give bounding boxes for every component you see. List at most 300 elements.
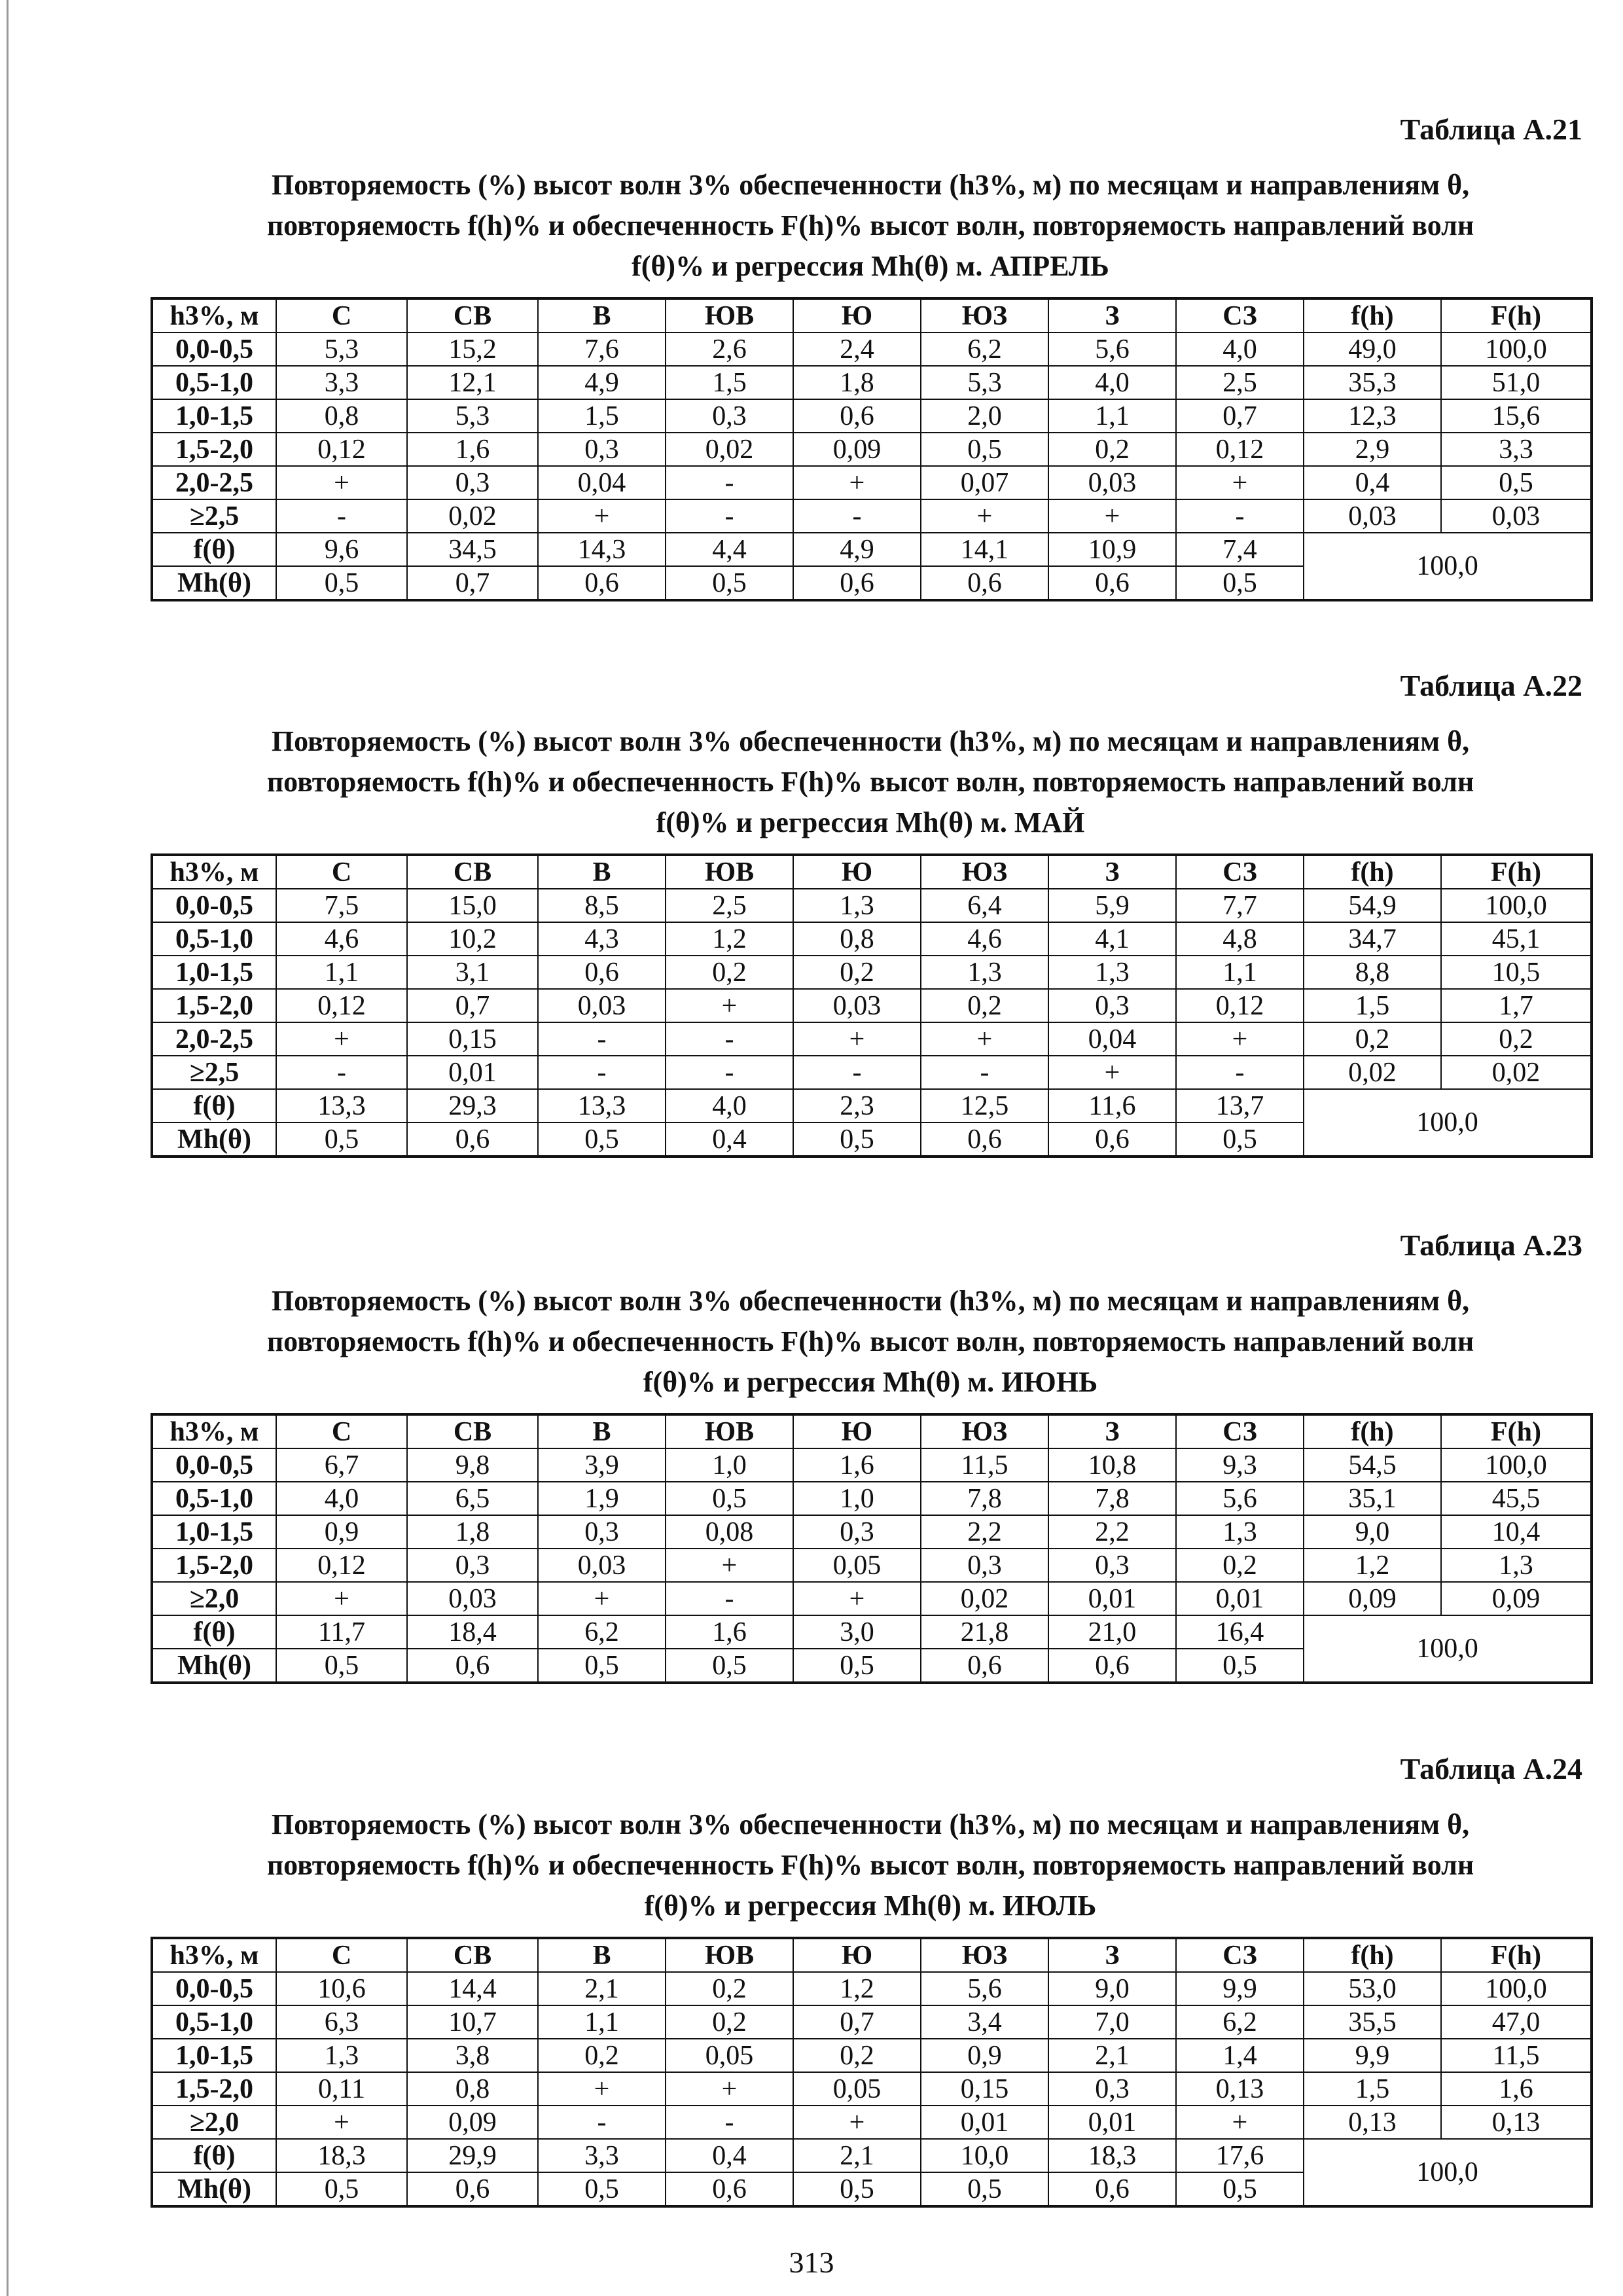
- row-label: ≥2,5: [152, 499, 276, 533]
- table-cell: 1,1: [538, 2005, 666, 2039]
- column-header: Ю: [793, 855, 921, 889]
- table-cell: 0,6: [921, 1122, 1048, 1157]
- table-cell: -: [666, 1582, 793, 1615]
- caption-line: повторяемость f(h)% и обеспеченность F(h)% высот волн, повторяемость направлений волн: [266, 1849, 1474, 1881]
- table-cell: +: [666, 1549, 793, 1582]
- table-cell: 2,3: [793, 1089, 921, 1122]
- table-cell: 100,0: [1441, 332, 1592, 366]
- column-header: СЗ: [1176, 1414, 1304, 1448]
- column-header: f(h): [1304, 1938, 1441, 1972]
- column-header: З: [1048, 855, 1176, 889]
- table-cell: 7,0: [1048, 2005, 1176, 2039]
- table-cell: 6,5: [407, 1482, 538, 1515]
- table-cell: 0,03: [793, 989, 921, 1022]
- table-header-row: [152, 1414, 1592, 1448]
- table-cell: 0,2: [1176, 1549, 1304, 1582]
- table-cell: 0,2: [793, 956, 921, 989]
- table-row: [152, 366, 1592, 399]
- table-cell: 0,7: [1176, 399, 1304, 433]
- table-cell: 15,2: [407, 332, 538, 366]
- row-label: 1,0-1,5: [152, 399, 276, 433]
- table-cell: +: [276, 466, 407, 499]
- table-cell: 0,9: [921, 2039, 1048, 2072]
- table-cell: +: [276, 1022, 407, 1056]
- table-cell: 0,6: [666, 2172, 793, 2206]
- table-cell: 0,2: [1304, 1022, 1441, 1056]
- table-cell: 4,0: [666, 1089, 793, 1122]
- table-cell: 0,6: [1048, 566, 1176, 600]
- table-row: [152, 466, 1592, 499]
- table-cell: 4,8: [1176, 922, 1304, 956]
- page-binding-line: [7, 0, 9, 2296]
- table-cell: 1,6: [793, 1448, 921, 1482]
- table-cell: 3,4: [921, 2005, 1048, 2039]
- column-header: ЮВ: [666, 298, 793, 332]
- table-cell: 1,5: [1304, 989, 1441, 1022]
- column-header: З: [1048, 1414, 1176, 1448]
- table-cell: 0,3: [921, 1549, 1048, 1582]
- column-header: f(h): [1304, 855, 1441, 889]
- table-cell: 6,2: [921, 332, 1048, 366]
- table-cell: +: [793, 1022, 921, 1056]
- table-cell: 0,7: [407, 566, 538, 600]
- table-cell: 0,5: [276, 1122, 407, 1157]
- table-cell: 3,9: [538, 1448, 666, 1482]
- column-header: Ю: [793, 1938, 921, 1972]
- table-cell: 0,15: [921, 2072, 1048, 2106]
- table-cell: 0,03: [538, 989, 666, 1022]
- table-cell: 0,03: [407, 1582, 538, 1615]
- table-cell: 0,15: [407, 1022, 538, 1056]
- row-label: Mh(θ): [152, 1649, 276, 1683]
- table-cell: 0,6: [407, 1122, 538, 1157]
- table-cell: 1,0: [666, 1448, 793, 1482]
- table-cell: 53,0: [1304, 1972, 1441, 2005]
- table-cell: 1,6: [407, 433, 538, 466]
- table-cell: +: [538, 499, 666, 533]
- table-cell: 0,02: [666, 433, 793, 466]
- table-cell: 1,3: [1176, 1515, 1304, 1549]
- table-cell: 0,2: [1441, 1022, 1592, 1056]
- table-cell: 100,0: [1441, 889, 1592, 922]
- table-cell: 11,5: [1441, 2039, 1592, 2072]
- table-row: [152, 922, 1592, 956]
- table-cell: 0,04: [1048, 1022, 1176, 1056]
- caption-line: Повторяемость (%) высот волн 3% обеспеченности (h3%, м) по месяцам и направлениям θ,: [271, 1808, 1470, 1840]
- table-cell: 0,5: [666, 1482, 793, 1515]
- column-header: С: [276, 855, 407, 889]
- wave-frequency-table: [151, 297, 1593, 601]
- table-cell: 1,8: [793, 366, 921, 399]
- column-header: С: [276, 1938, 407, 1972]
- column-header: F(h): [1441, 1938, 1592, 1972]
- table-cell: -: [276, 1056, 407, 1089]
- column-header: F(h): [1441, 298, 1592, 332]
- table-cell: 13,3: [538, 1089, 666, 1122]
- table-cell: 0,6: [921, 566, 1048, 600]
- table-cell: 1,6: [1441, 2072, 1592, 2106]
- row-label: 1,0-1,5: [152, 2039, 276, 2072]
- row-label: 0,0-0,5: [152, 332, 276, 366]
- table-cell: 0,9: [276, 1515, 407, 1549]
- table-cell: 6,4: [921, 889, 1048, 922]
- column-header: Ю: [793, 298, 921, 332]
- table-cell: 10,7: [407, 2005, 538, 2039]
- table-cell: 2,9: [1304, 433, 1441, 466]
- table-cell: 54,9: [1304, 889, 1441, 922]
- table-cell: 7,6: [538, 332, 666, 366]
- total-cell: 100,0: [1304, 1615, 1592, 1683]
- table-cell: 0,3: [1048, 989, 1176, 1022]
- table-caption: [151, 1804, 1590, 1926]
- table-cell: +: [1176, 2106, 1304, 2139]
- table-cell: 1,3: [921, 956, 1048, 989]
- table-cell: 0,05: [793, 2072, 921, 2106]
- table-cell: 1,1: [276, 956, 407, 989]
- table-cell: 0,5: [793, 1649, 921, 1683]
- column-header: F(h): [1441, 1414, 1592, 1448]
- row-label: ≥2,0: [152, 1582, 276, 1615]
- table-cell: 11,6: [1048, 1089, 1176, 1122]
- table-cell: 0,8: [793, 922, 921, 956]
- table-cell: 10,9: [1048, 533, 1176, 566]
- table-cell: 29,3: [407, 1089, 538, 1122]
- table-cell: 3,8: [407, 2039, 538, 2072]
- table-cell: 0,5: [1441, 466, 1592, 499]
- table-cell: 0,6: [1048, 1122, 1176, 1157]
- table-cell: +: [1048, 499, 1176, 533]
- table-cell: 0,5: [793, 1122, 921, 1157]
- table-cell: +: [276, 2106, 407, 2139]
- table-cell: 5,3: [276, 332, 407, 366]
- table-cell: 10,4: [1441, 1515, 1592, 1549]
- table-cell: 1,4: [1176, 2039, 1304, 2072]
- table-cell: +: [793, 1582, 921, 1615]
- table-cell: +: [921, 1022, 1048, 1056]
- table-cell: 0,04: [538, 466, 666, 499]
- total-cell: 100,0: [1304, 2139, 1592, 2206]
- table-cell: 100,0: [1441, 1972, 1592, 2005]
- table-cell: 0,03: [1304, 499, 1441, 533]
- table-cell: 0,5: [793, 2172, 921, 2206]
- table-cell: 9,9: [1304, 2039, 1441, 2072]
- caption-line: повторяемость f(h)% и обеспеченность F(h)% высот волн, повторяемость направлений волн: [266, 1325, 1474, 1357]
- table-cell: 45,1: [1441, 922, 1592, 956]
- table-cell: 2,0: [921, 399, 1048, 433]
- row-label: 0,5-1,0: [152, 1482, 276, 1515]
- table-cell: 0,6: [921, 1649, 1048, 1683]
- table-cell: 0,08: [666, 1515, 793, 1549]
- table-number: Таблица А.23: [1400, 1229, 1582, 1262]
- table-cell: 0,01: [1176, 1582, 1304, 1615]
- table-cell: 9,0: [1048, 1972, 1176, 2005]
- row-label: ≥2,5: [152, 1056, 276, 1089]
- table-cell: 7,5: [276, 889, 407, 922]
- table-cell: 2,6: [666, 332, 793, 366]
- table-cell: 1,1: [1176, 956, 1304, 989]
- table-cell: +: [921, 499, 1048, 533]
- table-cell: -: [666, 499, 793, 533]
- table-cell: 1,5: [1304, 2072, 1441, 2106]
- table-cell: 4,9: [793, 533, 921, 566]
- caption-line: f(θ)% и регрессия Mh(θ) м. МАЙ: [656, 806, 1085, 838]
- table-row: [152, 1515, 1592, 1549]
- table-cell: -: [666, 466, 793, 499]
- row-label: 0,5-1,0: [152, 922, 276, 956]
- table-row: [152, 2039, 1592, 2072]
- table-cell: 10,6: [276, 1972, 407, 2005]
- f-theta-row: [152, 2139, 1592, 2172]
- table-cell: 3,3: [276, 366, 407, 399]
- table-row: [152, 2005, 1592, 2039]
- table-cell: 1,5: [538, 399, 666, 433]
- table-cell: 0,6: [538, 956, 666, 989]
- row-label: f(θ): [152, 2139, 276, 2172]
- table-cell: 15,0: [407, 889, 538, 922]
- table-cell: 51,0: [1441, 366, 1592, 399]
- table-cell: 0,5: [1176, 2172, 1304, 2206]
- table-header-row: [152, 855, 1592, 889]
- table-cell: -: [666, 1022, 793, 1056]
- table-cell: 10,2: [407, 922, 538, 956]
- table-cell: 0,01: [1048, 1582, 1176, 1615]
- table-row: [152, 499, 1592, 533]
- table-cell: 0,6: [1048, 1649, 1176, 1683]
- table-cell: 11,7: [276, 1615, 407, 1649]
- column-header: С: [276, 298, 407, 332]
- table-cell: 0,4: [1304, 466, 1441, 499]
- table-cell: +: [666, 989, 793, 1022]
- row-label: f(θ): [152, 1615, 276, 1649]
- table-cell: +: [793, 466, 921, 499]
- table-cell: 9,8: [407, 1448, 538, 1482]
- total-cell: 100,0: [1304, 533, 1592, 600]
- table-cell: 14,4: [407, 1972, 538, 2005]
- table-cell: 0,6: [1048, 2172, 1176, 2206]
- column-header: h3%, м: [152, 1414, 276, 1448]
- table-row: [152, 1582, 1592, 1615]
- table-cell: 0,5: [538, 1122, 666, 1157]
- table-cell: 0,8: [276, 399, 407, 433]
- table-cell: 0,6: [793, 399, 921, 433]
- table-cell: 0,6: [538, 566, 666, 600]
- table-cell: 11,5: [921, 1448, 1048, 1482]
- table-cell: 16,4: [1176, 1615, 1304, 1649]
- table-cell: -: [538, 2106, 666, 2139]
- table-cell: 7,7: [1176, 889, 1304, 922]
- table-cell: 13,7: [1176, 1089, 1304, 1122]
- table-cell: 0,12: [1176, 989, 1304, 1022]
- column-header: ЮВ: [666, 1938, 793, 1972]
- f-theta-row: [152, 1615, 1592, 1649]
- table-block: [151, 668, 1590, 1158]
- table-cell: 1,6: [666, 1615, 793, 1649]
- table-block: [151, 111, 1590, 601]
- column-header: СВ: [407, 298, 538, 332]
- caption-line: повторяемость f(h)% и обеспеченность F(h)% высот волн, повторяемость направлений волн: [266, 766, 1474, 798]
- table-cell: -: [1176, 1056, 1304, 1089]
- column-header: ЮЗ: [921, 1938, 1048, 1972]
- table-cell: 0,5: [666, 566, 793, 600]
- table-cell: +: [538, 1582, 666, 1615]
- table-cell: 0,5: [276, 1649, 407, 1683]
- table-number: Таблица А.22: [1400, 669, 1582, 702]
- table-cell: 0,09: [793, 433, 921, 466]
- table-cell: 0,11: [276, 2072, 407, 2106]
- column-header: ЮЗ: [921, 298, 1048, 332]
- row-label: 1,5-2,0: [152, 433, 276, 466]
- table-cell: 0,7: [407, 989, 538, 1022]
- column-header: ЮВ: [666, 855, 793, 889]
- table-cell: -: [666, 2106, 793, 2139]
- table-cell: 0,7: [793, 2005, 921, 2039]
- table-cell: 2,2: [921, 1515, 1048, 1549]
- table-cell: -: [1176, 499, 1304, 533]
- table-cell: 2,5: [1176, 366, 1304, 399]
- table-cell: 0,3: [538, 433, 666, 466]
- table-cell: -: [921, 1056, 1048, 1089]
- wave-frequency-table: [151, 853, 1593, 1158]
- table-cell: 0,3: [1048, 1549, 1176, 1582]
- table-cell: 0,03: [538, 1549, 666, 1582]
- table-cell: 2,1: [538, 1972, 666, 2005]
- table-cell: 4,4: [666, 533, 793, 566]
- table-cell: 6,2: [1176, 2005, 1304, 2039]
- table-row: [152, 1056, 1592, 1089]
- caption-line: f(θ)% и регрессия Mh(θ) м. АПРЕЛЬ: [632, 250, 1109, 282]
- table-cell: 12,5: [921, 1089, 1048, 1122]
- table-cell: 0,5: [538, 2172, 666, 2206]
- column-header: ЮЗ: [921, 855, 1048, 889]
- table-cell: 5,6: [921, 1972, 1048, 2005]
- table-caption: [151, 165, 1590, 287]
- table-cell: 18,3: [1048, 2139, 1176, 2172]
- f-theta-row: [152, 1089, 1592, 1122]
- row-label: 0,5-1,0: [152, 366, 276, 399]
- table-cell: 0,2: [793, 2039, 921, 2072]
- table-cell: 0,3: [538, 1515, 666, 1549]
- table-cell: 0,5: [276, 566, 407, 600]
- total-cell: 100,0: [1304, 1089, 1592, 1157]
- table-cell: 0,4: [666, 1122, 793, 1157]
- table-cell: 12,3: [1304, 399, 1441, 433]
- table-cell: 0,09: [1304, 1582, 1441, 1615]
- page-number: 313: [789, 2246, 834, 2279]
- table-row: [152, 956, 1592, 989]
- table-cell: -: [538, 1056, 666, 1089]
- row-label: f(θ): [152, 533, 276, 566]
- table-cell: 17,6: [1176, 2139, 1304, 2172]
- table-cell: +: [276, 1582, 407, 1615]
- table-cell: 15,6: [1441, 399, 1592, 433]
- table-cell: +: [793, 2106, 921, 2139]
- table-cell: 4,3: [538, 922, 666, 956]
- table-cell: 5,6: [1048, 332, 1176, 366]
- table-header-row: [152, 298, 1592, 332]
- table-cell: 0,02: [921, 1582, 1048, 1615]
- column-header: СВ: [407, 855, 538, 889]
- table-cell: 14,1: [921, 533, 1048, 566]
- table-cell: 4,0: [276, 1482, 407, 1515]
- table-cell: 1,2: [1304, 1549, 1441, 1582]
- table-cell: 6,3: [276, 2005, 407, 2039]
- column-header: h3%, м: [152, 1938, 276, 1972]
- column-header: В: [538, 298, 666, 332]
- table-cell: 1,0: [793, 1482, 921, 1515]
- column-header: ЮЗ: [921, 1414, 1048, 1448]
- column-header: З: [1048, 1938, 1176, 1972]
- table-cell: 4,0: [1048, 366, 1176, 399]
- table-cell: 0,01: [1048, 2106, 1176, 2139]
- caption-line: повторяемость f(h)% и обеспеченность F(h)% высот волн, повторяемость направлений волн: [266, 209, 1474, 242]
- table-cell: 18,3: [276, 2139, 407, 2172]
- table-row: [152, 1448, 1592, 1482]
- table-block: [151, 1227, 1590, 1684]
- column-header: F(h): [1441, 855, 1592, 889]
- table-cell: +: [1176, 1022, 1304, 1056]
- column-header: СВ: [407, 1414, 538, 1448]
- row-label: 1,5-2,0: [152, 1549, 276, 1582]
- table-cell: 1,7: [1441, 989, 1592, 1022]
- table-block: [151, 1751, 1590, 2208]
- table-cell: 21,0: [1048, 1615, 1176, 1649]
- column-header: ЮВ: [666, 1414, 793, 1448]
- table-cell: 0,5: [1176, 566, 1304, 600]
- table-cell: 0,5: [1176, 1649, 1304, 1683]
- row-label: 0,0-0,5: [152, 889, 276, 922]
- table-row: [152, 2106, 1592, 2139]
- table-cell: 0,8: [407, 2072, 538, 2106]
- column-header: З: [1048, 298, 1176, 332]
- table-row: [152, 1972, 1592, 2005]
- table-cell: 12,1: [407, 366, 538, 399]
- table-number: Таблица А.21: [1400, 113, 1582, 146]
- table-cell: 0,01: [407, 1056, 538, 1089]
- row-label: 0,5-1,0: [152, 2005, 276, 2039]
- table-cell: 0,02: [1441, 1056, 1592, 1089]
- table-cell: 54,5: [1304, 1448, 1441, 1482]
- table-cell: 0,5: [666, 1649, 793, 1683]
- table-cell: 0,3: [407, 466, 538, 499]
- row-label: 1,5-2,0: [152, 2072, 276, 2106]
- table-cell: 10,5: [1441, 956, 1592, 989]
- table-cell: 7,4: [1176, 533, 1304, 566]
- table-header-row: [152, 1938, 1592, 1972]
- table-cell: 9,0: [1304, 1515, 1441, 1549]
- table-cell: 7,8: [921, 1482, 1048, 1515]
- table-cell: 0,02: [1304, 1056, 1441, 1089]
- table-cell: 0,3: [407, 1549, 538, 1582]
- caption-line: f(θ)% и регрессия Mh(θ) м. ИЮЛЬ: [644, 1890, 1097, 1922]
- table-cell: 2,4: [793, 332, 921, 366]
- table-cell: 2,1: [793, 2139, 921, 2172]
- table-cell: 8,5: [538, 889, 666, 922]
- row-label: 0,0-0,5: [152, 1448, 276, 1482]
- table-cell: +: [666, 2072, 793, 2106]
- table-cell: 34,5: [407, 533, 538, 566]
- row-label: Mh(θ): [152, 2172, 276, 2206]
- table-cell: 1,3: [1441, 1549, 1592, 1582]
- table-cell: 0,5: [1176, 1122, 1304, 1157]
- row-label: 1,5-2,0: [152, 989, 276, 1022]
- table-cell: 0,03: [1441, 499, 1592, 533]
- table-cell: 0,07: [921, 466, 1048, 499]
- table-caption: [151, 721, 1590, 843]
- column-header: В: [538, 1938, 666, 1972]
- table-cell: 1,2: [793, 1972, 921, 2005]
- table-cell: 45,5: [1441, 1482, 1592, 1515]
- table-cell: 0,5: [921, 433, 1048, 466]
